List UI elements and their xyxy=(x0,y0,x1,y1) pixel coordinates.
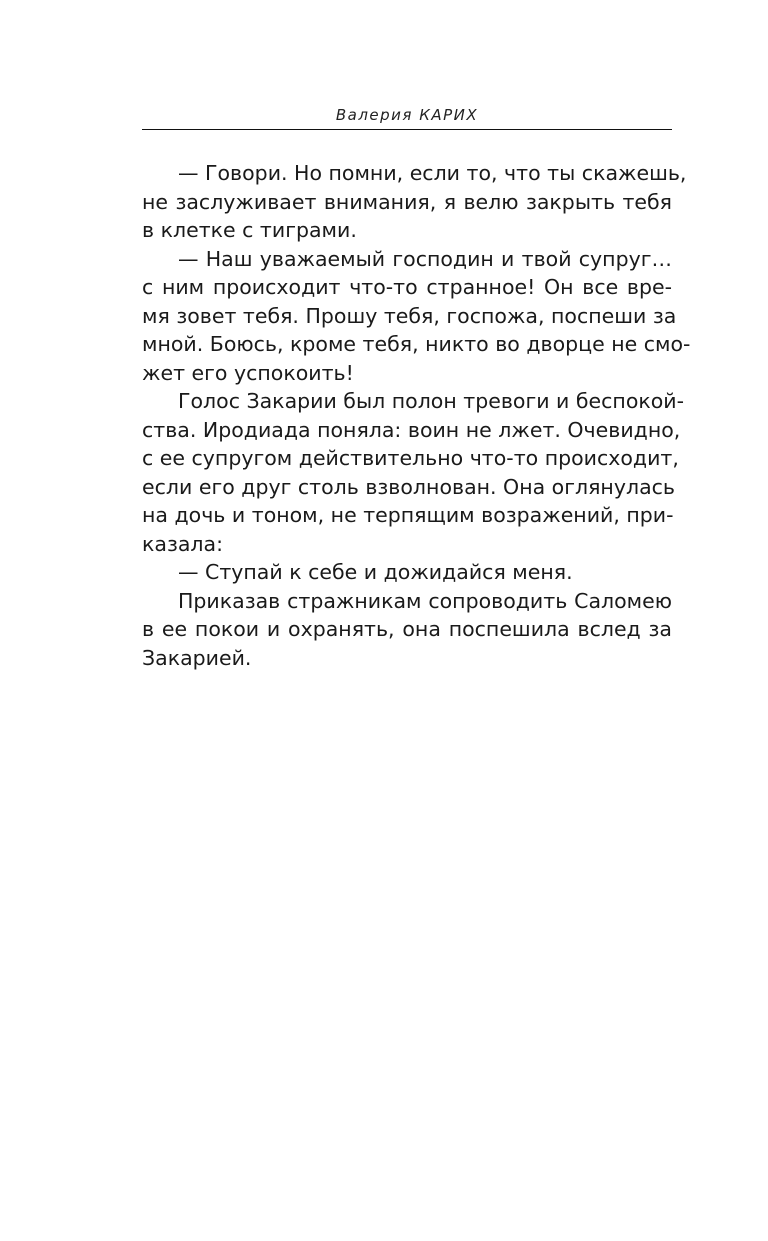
text-line: — Говори. Но помни, если то, что ты скажешь, xyxy=(178,161,687,185)
text-line: не заслуживает внимания, я велю закрыть тебя xyxy=(142,189,672,214)
text-line: Приказав стражникам сопроводить Саломею xyxy=(178,588,672,613)
text-line: — Ступай к себе и дожидайся меня. xyxy=(178,560,573,584)
text-line: Закарией. xyxy=(142,645,252,670)
body-text xyxy=(142,159,691,672)
text-line: на дочь и тоном, не терпящим возражений, при- xyxy=(142,503,674,527)
text-line: в ее покои и охранять, она поспешила вслед за xyxy=(142,617,672,641)
text-line: в клетке с тиграми. xyxy=(142,218,357,242)
text-line: казала: xyxy=(142,531,223,556)
text-line: с ним происходит что-то странное! Он все вре- xyxy=(142,275,672,299)
text-line: мя зовет тебя. Прошу тебя, госпожа, поспеши за xyxy=(142,303,677,328)
running-head: Валерия КАРИХ xyxy=(335,106,479,124)
text-line: — Наш уважаемый господин и твой супруг… xyxy=(178,246,672,271)
header-rule xyxy=(142,129,672,130)
text-line: с ее супругом действительно что-то происходит, xyxy=(142,446,679,470)
text-line: ства. Иродиада поняла: воин не лжет. Очевидно, xyxy=(142,417,681,442)
text-line: Голос Закарии был полон тревоги и беспокой- xyxy=(178,389,685,413)
text-line: жет его успокоить! xyxy=(142,360,354,385)
text-line: мной. Боюсь, кроме тебя, никто во дворце не смо- xyxy=(142,332,691,356)
text-line: если его друг столь взволнован. Она оглянулась xyxy=(142,474,675,499)
